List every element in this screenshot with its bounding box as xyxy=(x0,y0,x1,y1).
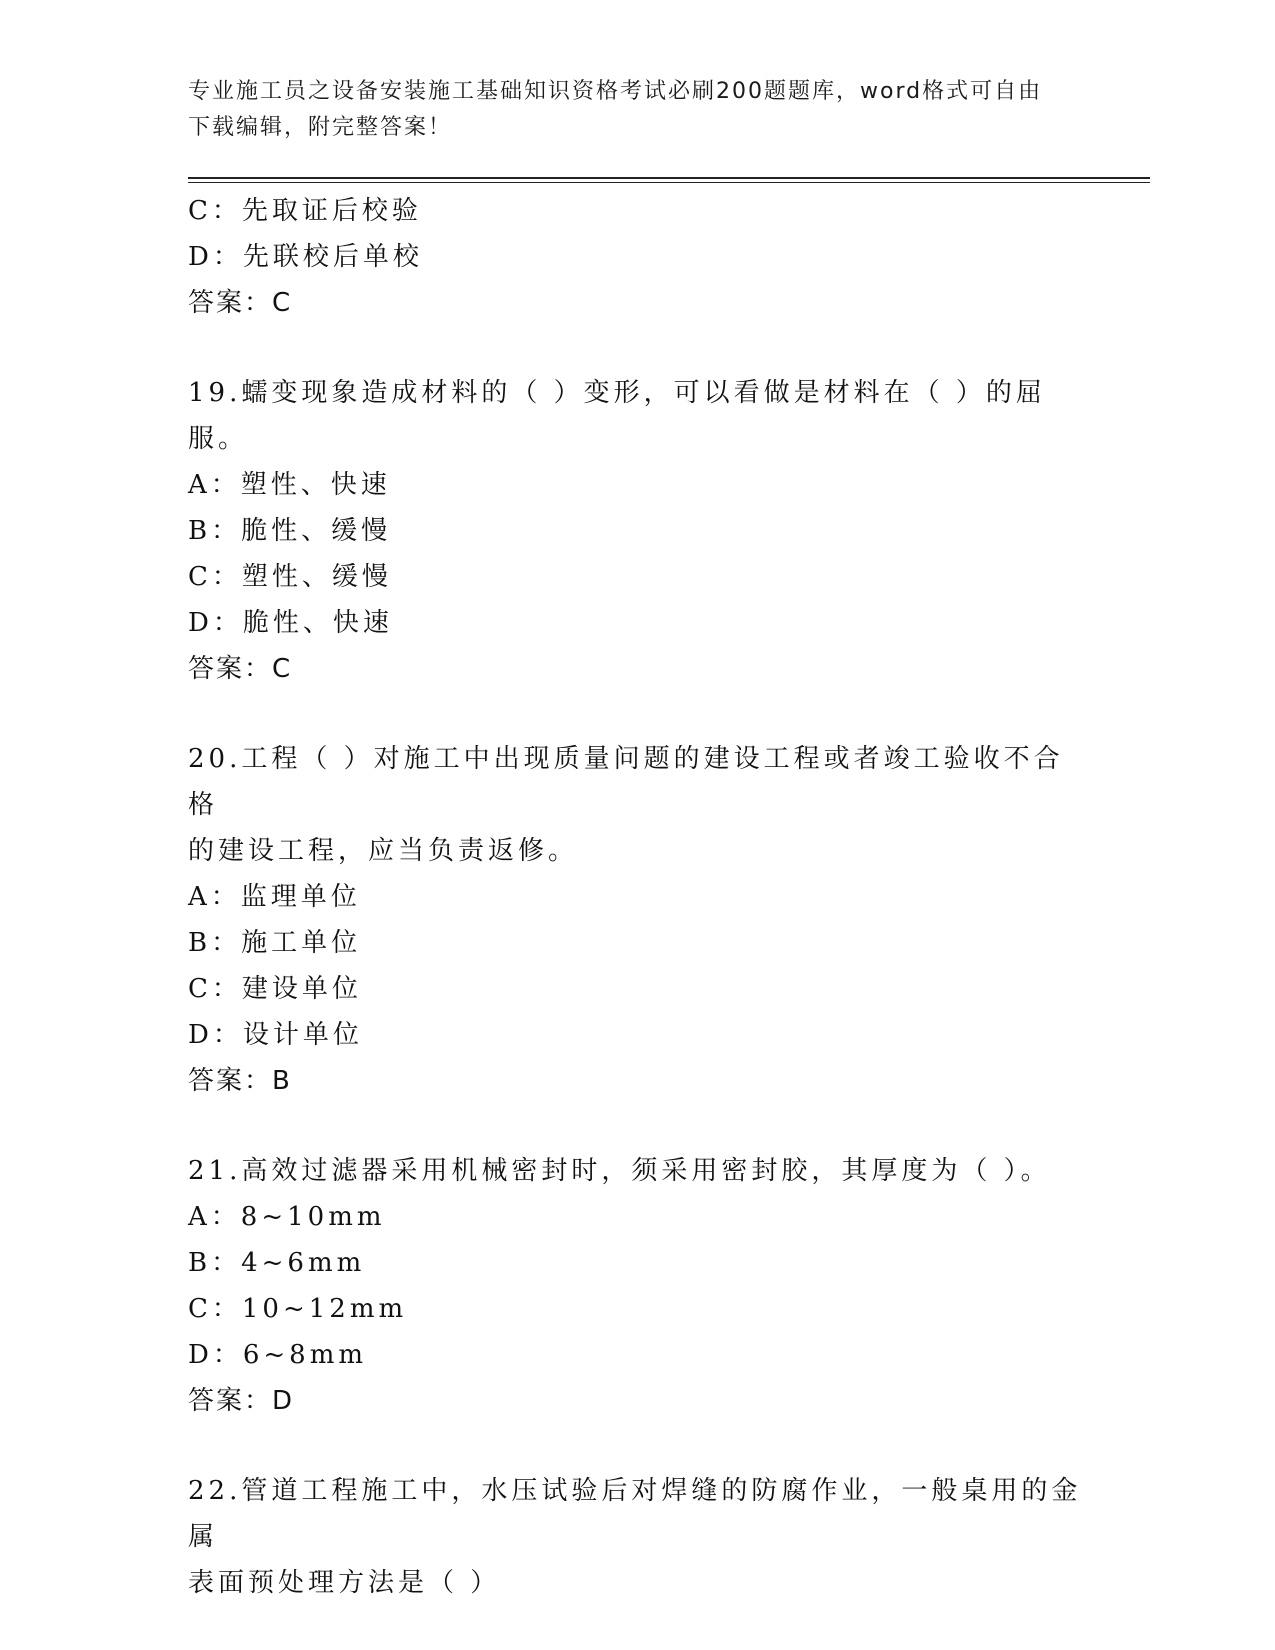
option-b: B：4~6mm xyxy=(188,1248,366,1278)
option-c: C：建设单位 xyxy=(188,974,362,1004)
header-title-line2: 下载编辑，附完整答案！ xyxy=(188,115,453,140)
question-text-line2: 表面预处理方法是（ ） xyxy=(188,1568,501,1598)
question-20 xyxy=(188,736,1088,1104)
question-text-line2: 的建设工程，应当负责返修。 xyxy=(188,836,579,866)
option-a: A：8~10mm xyxy=(188,1202,386,1232)
answer: 答案：C xyxy=(188,288,293,318)
option-c: C：先取证后校验 xyxy=(188,196,422,226)
spacer xyxy=(188,1424,1088,1468)
question-text: 19.蠕变现象造成材料的（ ）变形，可以看做是材料在（ ）的屈服。 xyxy=(188,378,1046,454)
option-d: D：脆性、快速 xyxy=(188,608,393,638)
answer: 答案：B xyxy=(188,1066,292,1096)
spacer xyxy=(188,1104,1088,1148)
question-21 xyxy=(188,1148,1088,1424)
question-text: 21.高效过滤器采用机械密封时，须采用密封胶，其厚度为（ ）。 xyxy=(188,1156,1051,1186)
option-d: D：6~8mm xyxy=(188,1340,368,1370)
question-19 xyxy=(188,370,1088,692)
option-b: B：施工单位 xyxy=(188,928,362,958)
spacer xyxy=(188,326,1088,370)
question-18-tail xyxy=(188,188,1088,326)
option-a: A：监理单位 xyxy=(188,882,361,912)
spacer xyxy=(188,692,1088,736)
answer: 答案：D xyxy=(188,1386,295,1416)
question-text-line1: 20.工程（ ）对施工中出现质量问题的建设工程或者竣工验收不合格 xyxy=(188,744,1064,820)
option-d: D：先联校后单校 xyxy=(188,242,423,272)
document-header xyxy=(188,74,1068,146)
option-b: B：脆性、缓慢 xyxy=(188,516,392,546)
header-title-line1: 专业施工员之设备安装施工基础知识资格考试必刷200题题库，word格式可自由 xyxy=(188,79,1043,104)
question-22 xyxy=(188,1468,1088,1606)
question-text-line1: 22.管道工程施工中，水压试验后对焊缝的防腐作业，一般桌用的金属 xyxy=(188,1476,1082,1552)
option-c: C：10~12mm xyxy=(188,1294,408,1324)
answer: 答案：C xyxy=(188,654,293,684)
document-body xyxy=(188,188,1088,1606)
header-divider xyxy=(188,177,1150,183)
option-c: C：塑性、缓慢 xyxy=(188,562,392,592)
option-a: A：塑性、快速 xyxy=(188,470,391,500)
option-d: D：设计单位 xyxy=(188,1020,363,1050)
